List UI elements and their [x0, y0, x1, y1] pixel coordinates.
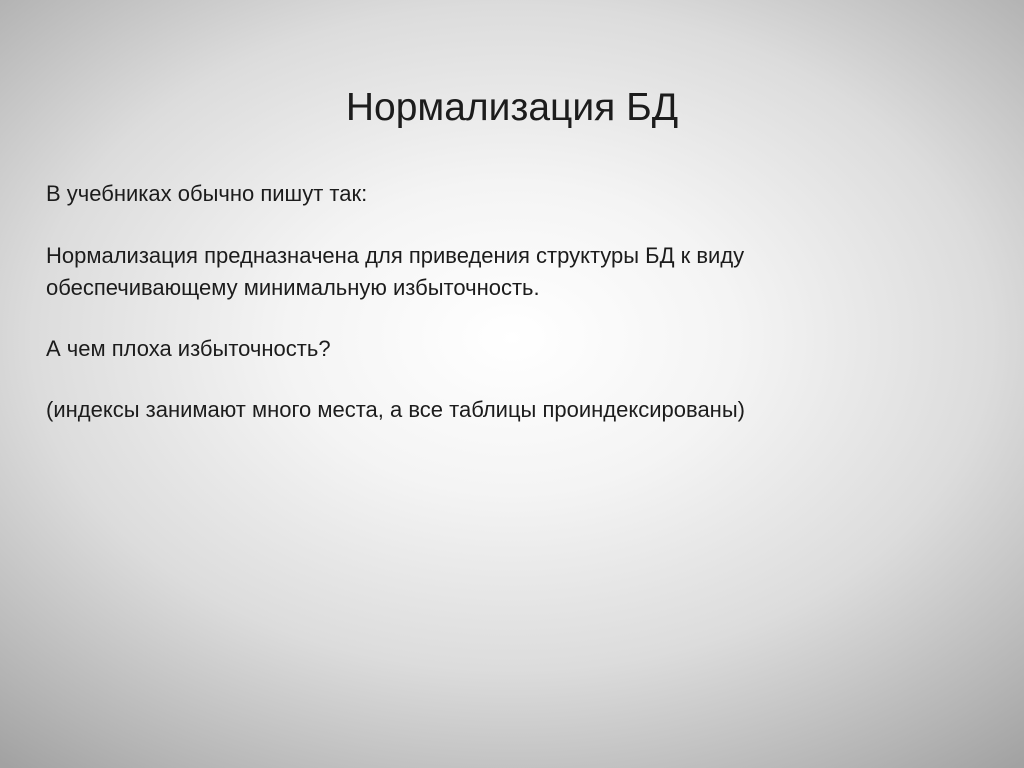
slide-content [46, 178, 976, 426]
paragraph-answer: (индексы занимают много места, а все таблицы проиндексированы) [46, 397, 745, 422]
definition-line-2: обеспечивающему минимальную избыточность. [46, 275, 540, 300]
definition-line-1: Нормализация предназначена для приведения структуры БД к виду [46, 243, 745, 268]
slide-title: Нормализация БД [345, 86, 679, 129]
paragraph-intro: В учебниках обычно пишут так: [46, 181, 368, 206]
paragraph-question: А чем плоха избыточность? [46, 336, 331, 361]
paragraph-definition [46, 240, 976, 304]
